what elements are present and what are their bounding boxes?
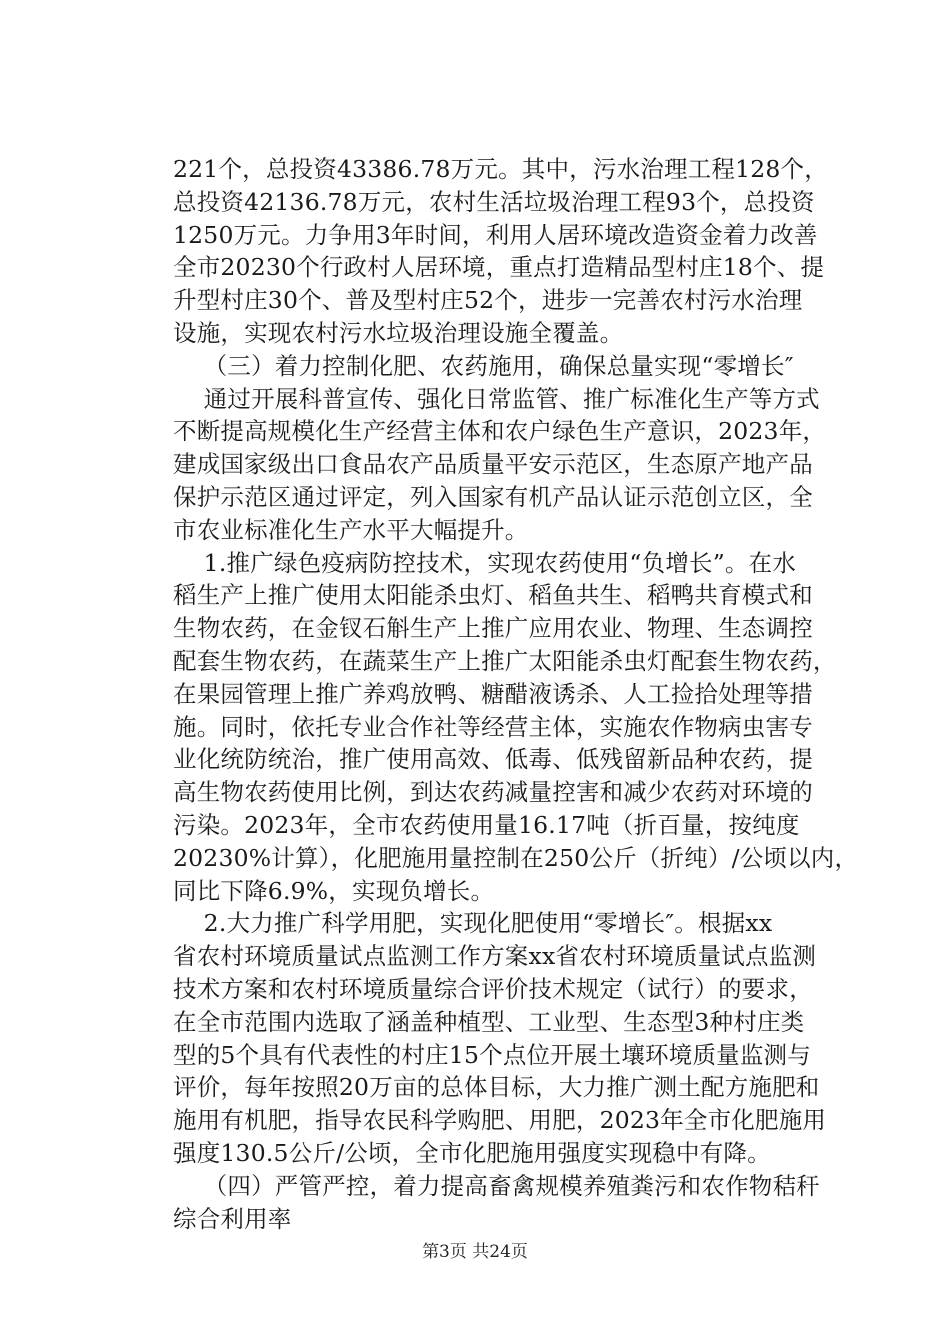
text-line: 评价，每年按照20万亩的总体目标，大力推广测土配方施肥和 (173, 1073, 820, 1102)
page-number-label: 第3页 共24页 (422, 1242, 528, 1262)
text-line: 不断提高规模化生产经营主体和农户绿色生产意识，2023年， (173, 417, 827, 446)
text-line: 污染。2023年，全市农药使用量16.17吨（折百量，按纯度 (173, 810, 800, 839)
text-line: 升型村庄30个、普及型村庄52个，进步一完善农村污水治理 (173, 286, 803, 315)
text-line: 施用有机肥，指导农民科学购肥、用肥，2023年全市化肥施用 (173, 1106, 827, 1135)
text-line: 配套生物农药，在蔬菜生产上推广太阳能杀虫灯配套生物农药， (173, 646, 837, 675)
section-heading: （四）严管严控，着力提高畜禽规模养殖粪污和农作物秸秆 (173, 1171, 820, 1200)
text-line: 总投资42136.78万元，农村生活垃圾治理工程93个，总投资 (173, 187, 815, 216)
section-heading: （三）着力控制化肥、农药施用，确保总量实现“零增长″ (173, 351, 794, 380)
text-line: 221个，总投资43386.78万元。其中，污水治理工程128个， (173, 155, 828, 183)
text-line: 20230%计算），化肥施用量控制在250公斤（折纯）/公顷以内， (173, 843, 859, 872)
text-line: 技术方案和农村环境质量综合评价技术规定（试行）的要求， (173, 974, 813, 1003)
text-line: 设施，实现农村污水垃圾治理设施全覆盖。 (173, 318, 624, 347)
text-line: 业化统防统治，推广使用高效、低毒、低残留新品种农药，提 (173, 745, 813, 774)
text-line: 全市20230个行政村人居环境，重点打造精品型村庄18个、提 (173, 253, 825, 282)
text-line: 在全市范围内选取了涵盖种植型、工业型、生态型3种村庄类 (173, 1007, 805, 1036)
subsection-line: 2.大力推广科学用肥，实现化肥使用“零增长″。根据xx (173, 909, 773, 938)
text-line: 1250万元。力争用3年时间，利用人居环境改造资金着力改善 (173, 220, 818, 249)
text-line: 稻生产上推广使用太阳能杀虫灯、稻鱼共生、稻鸭共育模式和 (173, 581, 813, 610)
text-line: 在果园管理上推广养鸡放鸭、糖醋液诱杀、人工捡拾处理等措 (173, 679, 813, 708)
page-footer (0, 1237, 950, 1262)
text-line: 综合利用率 (173, 1204, 292, 1233)
text-line: 强度130.5公斤/公顷，全市化肥施用强度实现稳中有降。 (173, 1138, 771, 1167)
subsection-line: 1.推广绿色疫病防控技术，实现农药使用“负增长”。在水 (173, 548, 797, 577)
text-line: 省农村环境质量试点监测工作方案xx省农村环境质量试点监测 (173, 942, 817, 971)
text-line: 同比下降6.9%，实现负增长。 (173, 876, 495, 905)
text-line: 建成国家级出口食品农产品质量平安示范区，生态原产地产品 (173, 450, 813, 479)
body-text (173, 153, 859, 1235)
text-line: 通过开展科普宣传、强化日常监管、推广标准化生产等方式 (173, 384, 820, 413)
text-line: 市农业标准化生产水平大幅提升。 (173, 515, 529, 544)
text-line: 施。同时，依托专业合作社等经营主体，实施农作物病虫害专 (173, 712, 813, 741)
text-line: 高生物农药使用比例，到达农药减量控害和减少农药对环境的 (173, 778, 813, 807)
text-line: 型的5个具有代表性的村庄15个点位开展土壤环境质量监测与 (173, 1040, 811, 1069)
text-line: 生物农药，在金钗石斛生产上推广应用农业、物理、生态调控 (173, 614, 813, 643)
text-line: 保护示范区通过评定，列入国家有机产品认证示范创立区，全 (173, 482, 813, 511)
